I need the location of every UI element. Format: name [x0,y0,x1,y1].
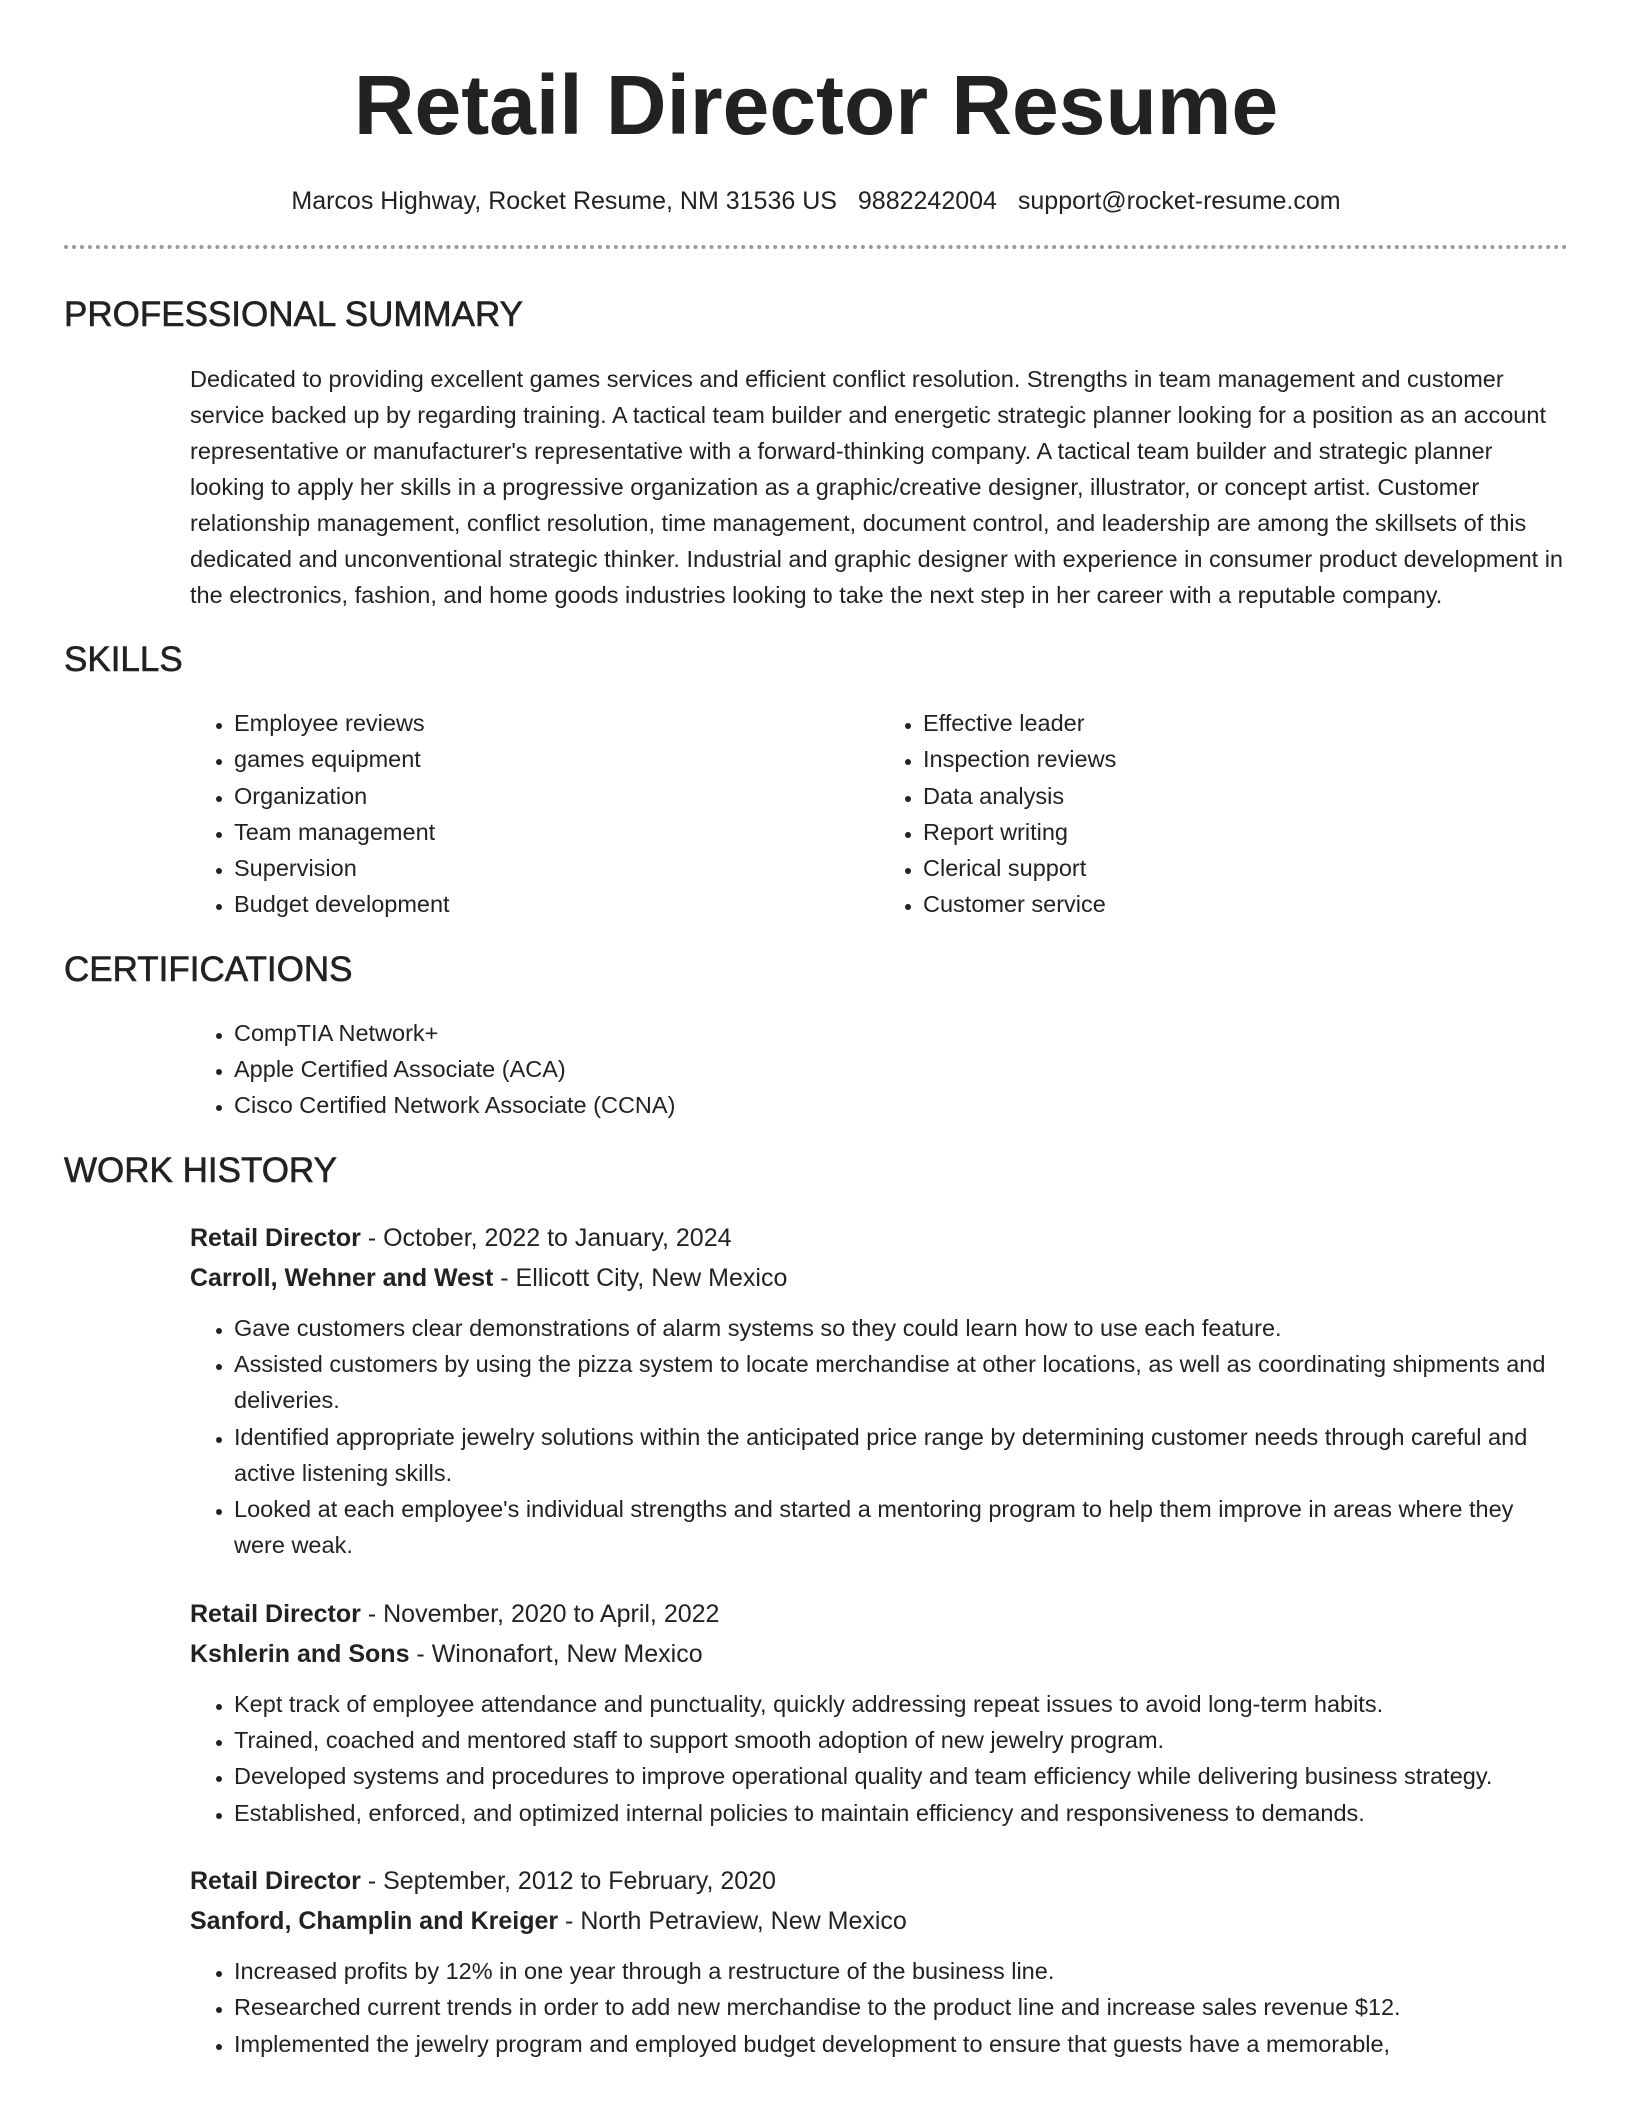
skill-item: • Employee reviews [234,705,879,741]
job-company-line [190,1258,1568,1298]
job-bullet: • Developed systems and procedures to improve operational quality and team efficiency while delivering business strategy. [234,1758,1568,1794]
skills-heading: SKILLS [64,640,183,679]
job-bullet: • Trained, coached and mentored staff to support smooth adoption of new jewelry program. [234,1722,1568,1758]
skills-right-column [879,705,1568,923]
job-bullet: • Identified appropriate jewelry solutions within the anticipated price range by determining customer needs through careful and active listening skills. [234,1419,1568,1492]
summary-text: Dedicated to providing excellent games services and efficient conflict resolution. Strengths in team management and customer service backed up by regarding training. A tactical team builder and energetic strategic planner looking for a position as an account representative or manufacturer's representative with a forward-thinking company. A tactical team builder and strategic planner looking to apply her skills in a progressive organization as a graphic/creative designer, illustrator, or concept artist. Customer relationship management, conflict resolution, time management, document control, and leadership are among the skillsets of this dedicated and unconventional strategic thinker. Industrial and graphic designer with experience in consumer product development in the electronics, fashion, and home goods industries looking to take the next step in her career with a reputable company. [190,366,1563,608]
job-bullet: • Researched current trends in order to add new merchandise to the product line and increase sales revenue $12. [234,1989,1568,2025]
job-company-line [190,1634,1568,1674]
job-title: Retail Director [190,1223,361,1252]
job-location: - Ellicott City, New Mexico [493,1263,788,1292]
skill-item: • Customer service [923,886,1568,922]
job-bullets [190,1310,1568,1564]
job-bullets [190,1953,1568,2062]
contact-email: support@rocket-resume.com [1017,187,1341,215]
contact-address: Marcos Highway, Rocket Resume, NM 31536 US [291,187,837,215]
job-bullet: • Increased profits by 12% in one year through a restructure of the business line. [234,1953,1568,1989]
summary-heading: PROFESSIONAL SUMMARY [64,295,523,334]
job-bullet: • Looked at each employee's individual strengths and started a mentoring program to help them improve in areas where they were weak. [234,1491,1568,1564]
skill-item: • Budget development [234,886,879,922]
skill-item: • Data analysis [923,778,1568,814]
header-divider [64,245,1568,249]
job-title: Retail Director [190,1599,361,1628]
job-location: - Winonafort, New Mexico [409,1639,703,1668]
job-dates: - November, 2020 to April, 2022 [360,1599,720,1628]
contact-line [64,185,1568,217]
skills-left-column [190,705,879,923]
job-location: - North Petraview, New Mexico [558,1906,907,1935]
job-bullet: • Established, enforced, and optimized internal policies to maintain efficiency and responsiveness to demands. [234,1795,1568,1831]
skill-item: • Clerical support [923,850,1568,886]
job-bullet: • Assisted customers by using the pizza system to locate merchandise at other locations, as well as coordinating shipments and deliveries. [234,1346,1568,1419]
job-bullets [190,1686,1568,1831]
job-dates: - September, 2012 to February, 2020 [360,1866,776,1895]
job-company: Carroll, Wehner and West [190,1263,494,1292]
skill-item: • Organization [234,778,879,814]
certification-item: • Apple Certified Associate (ACA) [234,1051,1568,1087]
job-company: Kshlerin and Sons [190,1639,410,1668]
job-entry [190,1594,1568,1831]
job-entry [190,1218,1568,1564]
job-bullet: • Implemented the jewelry program and employed budget development to ensure that guests have a memorable, [234,2026,1568,2062]
job-title: Retail Director [190,1866,361,1895]
certification-item: • CompTIA Network+ [234,1015,1568,1051]
contact-phone: 9882242004 [857,187,997,215]
skill-item: • Inspection reviews [923,741,1568,777]
work-history-heading: WORK HISTORY [64,1150,337,1190]
resume-title: Retail Director Resume [353,58,1279,152]
job-bullet: • Gave customers clear demonstrations of alarm systems so they could learn how to use each feature. [234,1310,1568,1346]
skill-item: • Report writing [923,814,1568,850]
job-title-line [190,1218,1568,1258]
skill-item: • Effective leader [923,705,1568,741]
certifications-list [190,1015,1568,1124]
job-company-line [190,1901,1568,1941]
job-title-line [190,1861,1568,1901]
skill-item: • games equipment [234,741,879,777]
job-bullet: • Kept track of employee attendance and punctuality, quickly addressing repeat issues to avoid long-term habits. [234,1686,1568,1722]
job-dates: - October, 2022 to January, 2024 [360,1223,732,1252]
skill-item: • Team management [234,814,879,850]
job-title-line [190,1594,1568,1634]
skill-item: • Supervision [234,850,879,886]
certification-item: • Cisco Certified Network Associate (CCNA) [234,1087,1568,1123]
job-company: Sanford, Champlin and Kreiger [190,1906,559,1935]
skills-grid [190,705,1568,923]
certifications-heading: CERTIFICATIONS [64,949,353,989]
job-entry [190,1861,1568,2062]
